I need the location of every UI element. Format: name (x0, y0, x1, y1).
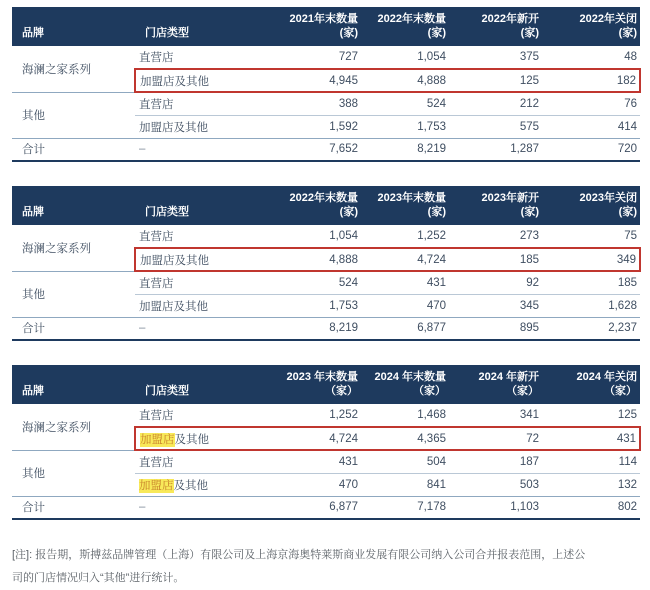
count-cell: 470 (361, 294, 449, 317)
dash-cell: – (135, 138, 261, 161)
count-cell: 125 (449, 69, 542, 92)
header-2023-opened (449, 186, 542, 225)
store-count-table-2022-2023 (12, 186, 641, 341)
header-brand: 品牌 (12, 186, 135, 225)
store-type-cell: 直营店 (135, 404, 261, 427)
header-2023-closed (542, 186, 640, 225)
count-cell: 414 (542, 115, 640, 138)
count-cell: 2,237 (542, 317, 640, 340)
header-unit: (家) (520, 27, 539, 39)
total-row (12, 317, 640, 340)
total-row (12, 138, 640, 161)
header-unit: （家） (506, 385, 539, 397)
count-cell: 6,877 (261, 496, 361, 519)
header-2022-opened (449, 7, 542, 46)
table-row (12, 404, 640, 427)
header-line1: 2023 年末数量 (286, 371, 358, 383)
count-cell: 431 (542, 427, 640, 450)
header-line1: 2021年末数量 (289, 13, 358, 25)
store-type-cell: 直营店 (135, 450, 261, 473)
count-cell: 7,652 (261, 138, 361, 161)
count-cell: 6,877 (361, 317, 449, 340)
count-cell: 76 (542, 92, 640, 115)
count-cell: 1,753 (261, 294, 361, 317)
header-line1: 2024 年末数量 (374, 371, 446, 383)
count-cell: 1,628 (542, 294, 640, 317)
header-unit: (家) (339, 206, 358, 218)
count-cell: 125 (542, 404, 640, 427)
store-type-cell: 直营店 (135, 271, 261, 294)
header-2022-end-count (361, 7, 449, 46)
count-cell: 802 (542, 496, 640, 519)
count-cell: 273 (449, 225, 542, 248)
header-unit: （家） (413, 385, 446, 397)
table-row (12, 46, 640, 69)
store-type-cell: 加盟店及其他 (135, 69, 261, 92)
header-unit: (家) (520, 206, 539, 218)
total-label-cell: 合计 (12, 138, 135, 161)
count-cell: 345 (449, 294, 542, 317)
header-line1: 2022年末数量 (289, 192, 358, 204)
count-cell: 114 (542, 450, 640, 473)
count-cell: 1,592 (261, 115, 361, 138)
header-2023-end-count (361, 186, 449, 225)
count-cell: 1,054 (361, 46, 449, 69)
header-2023-end-count (261, 365, 361, 404)
store-count-table-2023-2024 (12, 365, 641, 520)
count-cell: 341 (449, 404, 542, 427)
count-cell: 431 (361, 271, 449, 294)
count-cell: 375 (449, 46, 542, 69)
count-cell: 4,724 (261, 427, 361, 450)
footnote-line-1: [注]: 报告期，斯搏兹品牌管理（上海）有限公司及上海京海奥特莱斯商业发展有限公司纳入公司合并报表范围，上述公 (12, 549, 586, 561)
header-store-type: 门店类型 (135, 186, 261, 225)
count-cell: 4,724 (361, 248, 449, 271)
count-cell: 4,888 (261, 248, 361, 271)
table-row (12, 225, 640, 248)
count-cell: 524 (261, 271, 361, 294)
count-cell: 185 (542, 271, 640, 294)
count-cell: 349 (542, 248, 640, 271)
header-brand: 品牌 (12, 365, 135, 404)
header-2024-opened (449, 365, 542, 404)
count-cell: 4,888 (361, 69, 449, 92)
store-type-cell (135, 427, 261, 450)
header-2022-end-count (261, 186, 361, 225)
header-brand: 品牌 (12, 7, 135, 46)
header-2022-closed (542, 7, 640, 46)
header-line1: 2024 年关闭 (576, 371, 637, 383)
count-cell: 503 (449, 473, 542, 496)
store-count-table-2021-2022 (12, 7, 641, 162)
header-2024-end-count (361, 365, 449, 404)
search-highlight: 加盟店 (139, 479, 174, 492)
store-type-cell: 加盟店及其他 (135, 115, 261, 138)
count-cell: 1,252 (361, 225, 449, 248)
table-row (12, 92, 640, 115)
count-cell: 1,287 (449, 138, 542, 161)
count-cell: 388 (261, 92, 361, 115)
header-line1: 2023年新开 (481, 192, 539, 204)
footnote (12, 544, 640, 590)
header-store-type: 门店类型 (135, 7, 261, 46)
header-2024-closed (542, 365, 640, 404)
table-row (12, 450, 640, 473)
total-label-cell: 合计 (12, 496, 135, 519)
count-cell: 1,753 (361, 115, 449, 138)
store-type-cell (135, 473, 261, 496)
brand-cell: 海澜之家系列 (12, 404, 135, 450)
count-cell: 92 (449, 271, 542, 294)
count-cell: 895 (449, 317, 542, 340)
count-cell: 1,252 (261, 404, 361, 427)
count-cell: 1,468 (361, 404, 449, 427)
count-cell: 575 (449, 115, 542, 138)
header-line1: 2024 年新开 (478, 371, 539, 383)
total-label-cell: 合计 (12, 317, 135, 340)
count-cell: 8,219 (261, 317, 361, 340)
header-store-type: 门店类型 (135, 365, 261, 404)
brand-cell: 海澜之家系列 (12, 225, 135, 271)
footnote-line-2: 司的门店情况归入“其他”进行统计。 (12, 572, 185, 584)
table-row (12, 271, 640, 294)
header-unit: (家) (339, 27, 358, 39)
header-line1: 2022年新开 (481, 13, 539, 25)
total-row (12, 496, 640, 519)
header-unit: (家) (427, 27, 446, 39)
count-cell: 187 (449, 450, 542, 473)
count-cell: 720 (542, 138, 640, 161)
header-unit: (家) (427, 206, 446, 218)
count-cell: 727 (261, 46, 361, 69)
store-type-rest: 及其他 (174, 433, 209, 446)
dash-cell: – (135, 496, 261, 519)
count-cell: 504 (361, 450, 449, 473)
count-cell: 132 (542, 473, 640, 496)
store-type-cell: 直营店 (135, 225, 261, 248)
count-cell: 72 (449, 427, 542, 450)
table-header-row (12, 365, 640, 404)
count-cell: 841 (361, 473, 449, 496)
header-unit: （家） (325, 385, 358, 397)
table-header-row (12, 186, 640, 225)
count-cell: 470 (261, 473, 361, 496)
header-line1: 2023年末数量 (377, 192, 446, 204)
count-cell: 7,178 (361, 496, 449, 519)
count-cell: 212 (449, 92, 542, 115)
table-header-row (12, 7, 640, 46)
count-cell: 185 (449, 248, 542, 271)
header-line1: 2023年关闭 (579, 192, 637, 204)
store-type-cell: 直营店 (135, 92, 261, 115)
count-cell: 1,103 (449, 496, 542, 519)
count-cell: 1,054 (261, 225, 361, 248)
store-type-rest: 及其他 (173, 479, 208, 492)
header-unit: (家) (618, 206, 637, 218)
count-cell: 4,945 (261, 69, 361, 92)
count-cell: 524 (361, 92, 449, 115)
header-line1: 2022年末数量 (377, 13, 446, 25)
header-line1: 2022年关闭 (579, 13, 637, 25)
count-cell: 8,219 (361, 138, 449, 161)
count-cell: 75 (542, 225, 640, 248)
store-type-cell: 直营店 (135, 46, 261, 69)
dash-cell: – (135, 317, 261, 340)
count-cell: 48 (542, 46, 640, 69)
count-cell: 431 (261, 450, 361, 473)
brand-cell: 其他 (12, 450, 135, 496)
header-unit: (家) (618, 27, 637, 39)
search-highlight: 加盟店 (140, 433, 175, 446)
brand-cell: 其他 (12, 271, 135, 317)
store-type-cell: 加盟店及其他 (135, 248, 261, 271)
count-cell: 4,365 (361, 427, 449, 450)
header-unit: （家） (604, 385, 637, 397)
count-cell: 182 (542, 69, 640, 92)
header-2021-end-count (261, 7, 361, 46)
brand-cell: 其他 (12, 92, 135, 138)
brand-cell: 海澜之家系列 (12, 46, 135, 92)
store-type-cell: 加盟店及其他 (135, 294, 261, 317)
